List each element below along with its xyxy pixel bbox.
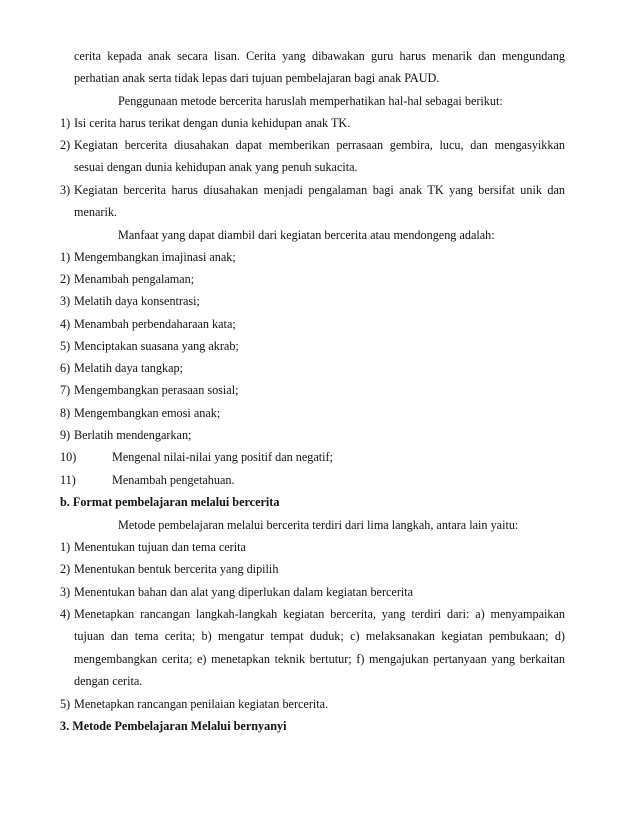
list-item	[60, 449, 565, 465]
list-item	[60, 182, 565, 198]
list-number: 3)	[60, 294, 71, 308]
list-text: Menambah pengetahuan.	[112, 473, 235, 487]
list-number: 6)	[60, 361, 71, 375]
list-text: Mengembangkan imajinasi anak;	[74, 250, 236, 264]
list-number: 2)	[60, 138, 71, 152]
list-text: Menentukan tujuan dan tema cerita	[74, 540, 246, 554]
list-continuation: mengembangkan cerita; e) menetapkan teknik bertutur; f) mengajukan pertanyaan yang berkaitan	[74, 652, 565, 666]
list-item	[60, 405, 565, 421]
list-item	[60, 338, 565, 354]
list-text: Melatih daya konsentrasi;	[74, 294, 200, 308]
list-item	[60, 360, 565, 376]
list-number: 7)	[60, 383, 71, 397]
list-item	[60, 696, 565, 712]
paragraph-line: cerita kepada anak secara lisan. Cerita yang dibawakan guru harus menarik dan mengundang	[74, 49, 565, 63]
list-text: Menciptakan suasana yang akrab;	[74, 339, 239, 353]
list-item	[60, 115, 565, 131]
list-text: Menentukan bahan dan alat yang diperlukan dalam kegiatan bercerita	[74, 585, 414, 599]
list-text: Kegiatan bercerita harus diusahakan menjadi pengalaman bagi anak TK yang bersifat unik dan	[74, 183, 565, 197]
list-continuation: tujuan dan tema cerita; b) mengatur tempat duduk; c) melaksanakan kegiatan pembukaan; d)	[74, 629, 565, 643]
list-number: 5)	[60, 697, 71, 711]
list-item	[60, 561, 565, 577]
list-number: 1)	[60, 540, 71, 554]
paragraph-line: Manfaat yang dapat diambil dari kegiatan bercerita atau mendongeng adalah:	[118, 228, 495, 242]
section-heading: b. Format pembelajaran melalui bercerita	[60, 495, 280, 509]
list-text: Mengembangkan emosi anak;	[74, 406, 221, 420]
list-text: Melatih daya tangkap;	[74, 361, 183, 375]
list-number: 11)	[60, 473, 76, 487]
list-number: 4)	[60, 607, 71, 621]
paragraph-line: Penggunaan metode bercerita haruslah memperhatikan hal-hal sebagai berikut:	[118, 94, 503, 108]
list-item	[60, 584, 565, 600]
list-text: Menetapkan rancangan penilaian kegiatan bercerita.	[74, 697, 329, 711]
list-number: 5)	[60, 339, 71, 353]
list-text: Menambah perbendaharaan kata;	[74, 317, 236, 331]
list-item	[60, 539, 565, 555]
list-continuation: dengan cerita.	[74, 674, 143, 688]
paragraph-line: Metode pembelajaran melalui bercerita terdiri dari lima langkah, antara lain yaitu:	[118, 518, 519, 532]
list-number: 8)	[60, 406, 71, 420]
list-item	[60, 427, 565, 443]
list-item	[60, 382, 565, 398]
list-item	[60, 606, 565, 622]
list-item	[60, 293, 565, 309]
list-text: Mengembangkan perasaan sosial;	[74, 383, 239, 397]
list-number: 3)	[60, 183, 71, 197]
list-number: 1)	[60, 116, 71, 130]
list-number: 9)	[60, 428, 71, 442]
list-item	[60, 472, 565, 488]
list-item	[60, 249, 565, 265]
list-number: 3)	[60, 585, 71, 599]
list-number: 10)	[60, 450, 77, 464]
list-text: Isi cerita harus terikat dengan dunia kehidupan anak TK.	[74, 116, 351, 130]
list-item	[60, 316, 565, 332]
list-text: Menentukan bentuk bercerita yang dipilih	[74, 562, 279, 576]
paragraph-line: perhatian anak serta tidak lepas dari tujuan pembelajaran bagi anak PAUD.	[74, 71, 440, 85]
list-continuation: sesuai dengan dunia kehidupan anak yang penuh sukacita.	[74, 160, 358, 174]
list-item	[60, 137, 565, 153]
list-continuation: menarik.	[74, 205, 117, 219]
list-text: Menetapkan rancangan langkah-langkah kegiatan bercerita, yang terdiri dari: a) menyampaikan	[74, 607, 565, 621]
list-number: 2)	[60, 272, 71, 286]
list-text: Menambah pengalaman;	[74, 272, 195, 286]
section-heading: 3. Metode Pembelajaran Melalui bernyanyi	[60, 719, 287, 733]
list-item	[60, 271, 565, 287]
list-text: Mengenal nilai-nilai yang positif dan negatif;	[112, 450, 334, 464]
list-text: Kegiatan bercerita diusahakan dapat memberikan perrasaan gembira, lucu, dan mengasyikkan	[74, 138, 565, 152]
list-number: 4)	[60, 317, 71, 331]
list-number: 2)	[60, 562, 71, 576]
list-number: 1)	[60, 250, 71, 264]
list-text: Berlatih mendengarkan;	[74, 428, 192, 442]
